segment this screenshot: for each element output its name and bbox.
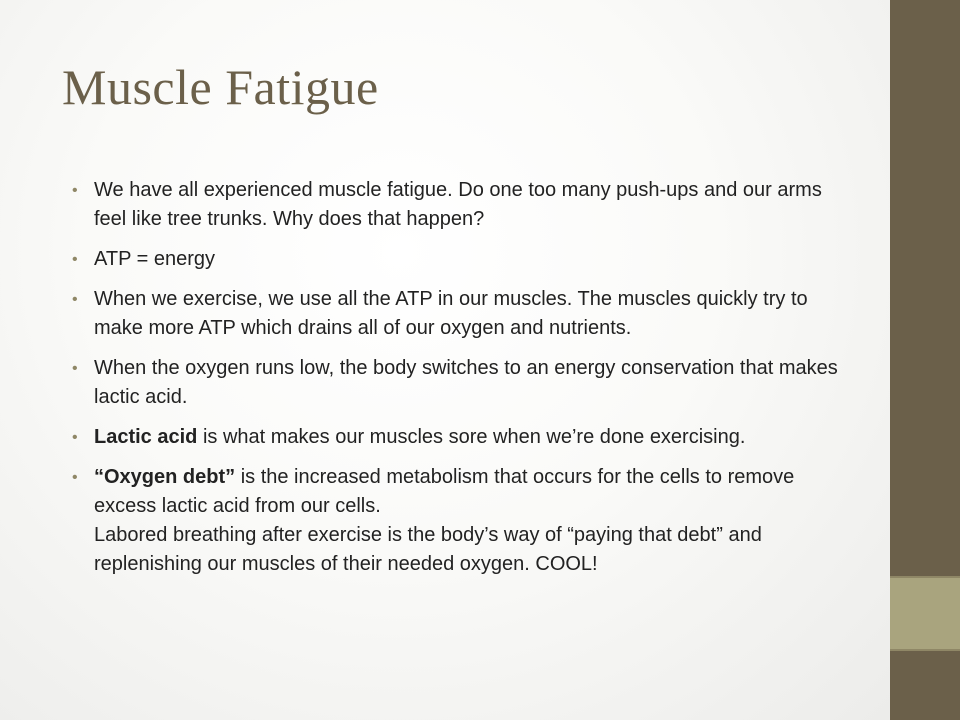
bullet-item — [72, 463, 847, 579]
bullet-bold-term: “Oxygen debt” — [94, 466, 236, 488]
bullet-icon: • — [72, 291, 78, 308]
bullet-item — [72, 354, 847, 412]
bullet-item — [72, 245, 847, 274]
bullet-icon: • — [72, 429, 78, 446]
bullet-icon: • — [72, 182, 78, 199]
bullet-text-continuation: Labored breathing after exercise is the body’s way of “paying that debt” and replenishing our muscles of their needed oxygen. COOL! — [94, 524, 762, 575]
bullet-bold-term: Lactic acid — [94, 426, 198, 448]
bullet-text: is what makes our muscles sore when we’re done exercising. — [197, 426, 746, 448]
sidebar-divider-bottom — [890, 649, 960, 651]
bullet-icon: • — [72, 251, 78, 268]
bullet-text: When the oxygen runs low, the body switches to an energy conservation that makes lactic acid. — [94, 357, 838, 408]
bullet-icon: • — [72, 469, 78, 486]
bullet-item — [72, 176, 847, 234]
bullet-text: ATP = energy — [94, 248, 215, 270]
bullet-icon: • — [72, 360, 78, 377]
bullet-item — [72, 285, 847, 343]
bullet-text: When we exercise, we use all the ATP in our muscles. The muscles quickly try to make more ATP which drains all of our oxygen and nutrients. — [94, 288, 808, 339]
bullet-text: is the increased metabolism that occurs for the cells to remove excess lactic acid from our cells. — [94, 466, 795, 517]
bullet-list — [72, 176, 847, 590]
bullet-text: We have all experienced muscle fatigue. Do one too many push-ups and our arms feel like tree trunks. Why does that happen? — [94, 179, 822, 230]
sidebar-accent-block — [890, 578, 960, 649]
bullet-item — [72, 423, 847, 452]
slide-title: Muscle Fatigue — [62, 59, 379, 115]
